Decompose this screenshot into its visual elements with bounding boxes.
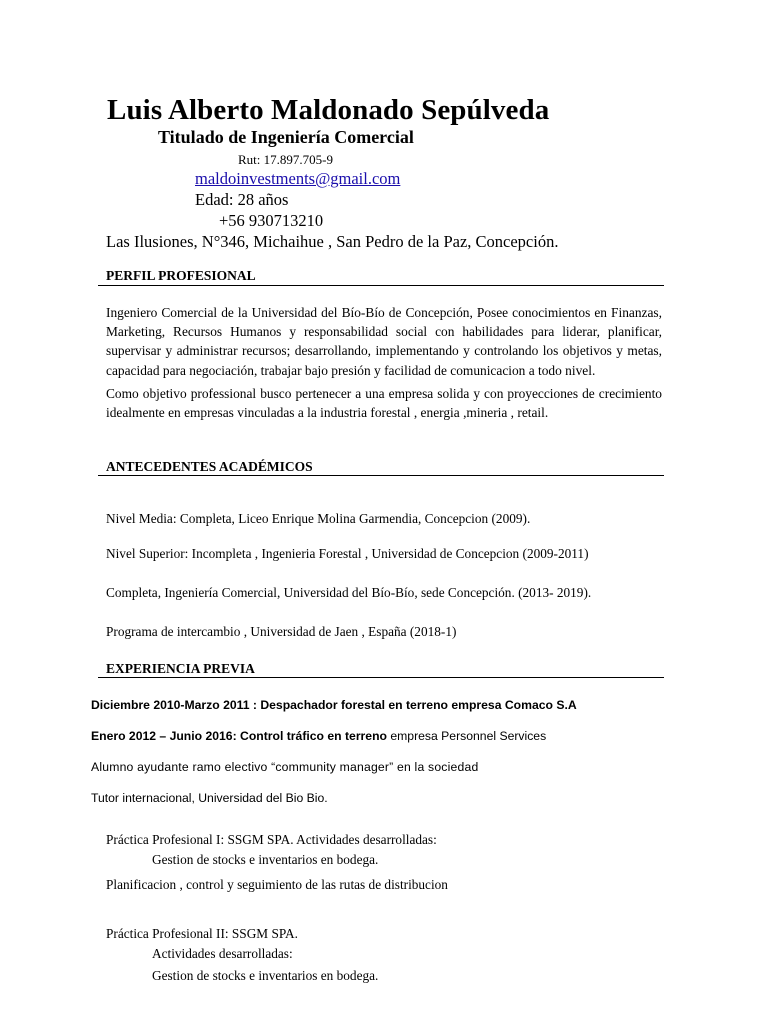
academicos-divider bbox=[98, 475, 664, 476]
perfil-body bbox=[106, 303, 662, 426]
job-title: Enero 2012 – Junio 2016: Control tráfico en terreno bbox=[91, 729, 387, 743]
academico-item: Nivel Superior: Incompleta , Ingenieria Forestal , Universidad de Concepcion (2009-2011) bbox=[106, 546, 589, 561]
job-company: empresa Personnel Services bbox=[386, 729, 547, 743]
practica-subtitle: Actividades desarrolladas: bbox=[152, 946, 293, 961]
experiencia-divider bbox=[98, 677, 664, 678]
perfil-paragraph: Como objetivo professional busco pertenecer a una empresa solida y con proyecciones de crecimiento idealmente en empresas vinculadas a la industria forestal , energia ,mineria , retail. bbox=[106, 385, 662, 421]
professional-title: Titulado de Ingeniería Comercial bbox=[158, 127, 414, 147]
practica-title: Práctica Profesional II: SSGM SPA. bbox=[106, 926, 298, 941]
practica-title: Práctica Profesional I: SSGM SPA. Actividades desarrolladas: bbox=[106, 832, 437, 847]
tutor-text: Tutor internacional, Universidad del Bio Bio. bbox=[91, 791, 328, 805]
candidate-name: Luis Alberto Maldonado Sepúlveda bbox=[107, 94, 550, 126]
academico-item: Nivel Media: Completa, Liceo Enrique Molina Garmendia, Concepcion (2009). bbox=[106, 511, 531, 526]
academicos-heading: ANTECEDENTES ACADÉMICOS bbox=[106, 459, 313, 474]
phone-text: +56 930713210 bbox=[219, 211, 324, 230]
perfil-paragraph: Ingeniero Comercial de la Universidad del Bío-Bío de Concepción, Posee conocimientos en Finanzas, Marketing, Recursos Humanos y responsabilidad social con habilidades para liderar, planificar, supervisar y administrar recursos; desarrollando, implementando y controlando los objetivos y metas, capacidad para negociación, trabajar bajo presión y facilidad de comunicacion a todo nivel. bbox=[106, 305, 662, 378]
address-text: Las Ilusiones, N°346, Michaihue , San Pedro de la Paz, Concepción. bbox=[106, 232, 559, 251]
perfil-divider bbox=[98, 285, 664, 286]
rut-text: Rut: 17.897.705-9 bbox=[238, 152, 333, 167]
practica-activity: Gestion de stocks e inventarios en bodega. bbox=[152, 968, 379, 983]
planificacion-text: Planificacion , control y seguimiento de las rutas de distribucion bbox=[106, 877, 448, 892]
practica-activity: Gestion de stocks e inventarios en bodega. bbox=[152, 852, 379, 867]
age-text: Edad: 28 años bbox=[195, 190, 289, 209]
email-link[interactable]: maldoinvestments@gmail.com bbox=[195, 169, 401, 188]
job-entry: Diciembre 2010-Marzo 2011 : Despachador forestal en terreno empresa Comaco S.A bbox=[91, 698, 577, 712]
job-entry bbox=[91, 729, 546, 743]
academico-item: Programa de intercambio , Universidad de Jaen , España (2018-1) bbox=[106, 624, 457, 639]
ayudante-text: Alumno ayudante ramo electivo “community manager” en la sociedad bbox=[91, 760, 479, 774]
academico-item: Completa, Ingeniería Comercial, Universidad del Bío-Bío, sede Concepción. (2013- 2019). bbox=[106, 585, 592, 600]
perfil-heading: PERFIL PROFESIONAL bbox=[106, 268, 256, 283]
experiencia-heading: EXPERIENCIA PREVIA bbox=[106, 661, 255, 676]
